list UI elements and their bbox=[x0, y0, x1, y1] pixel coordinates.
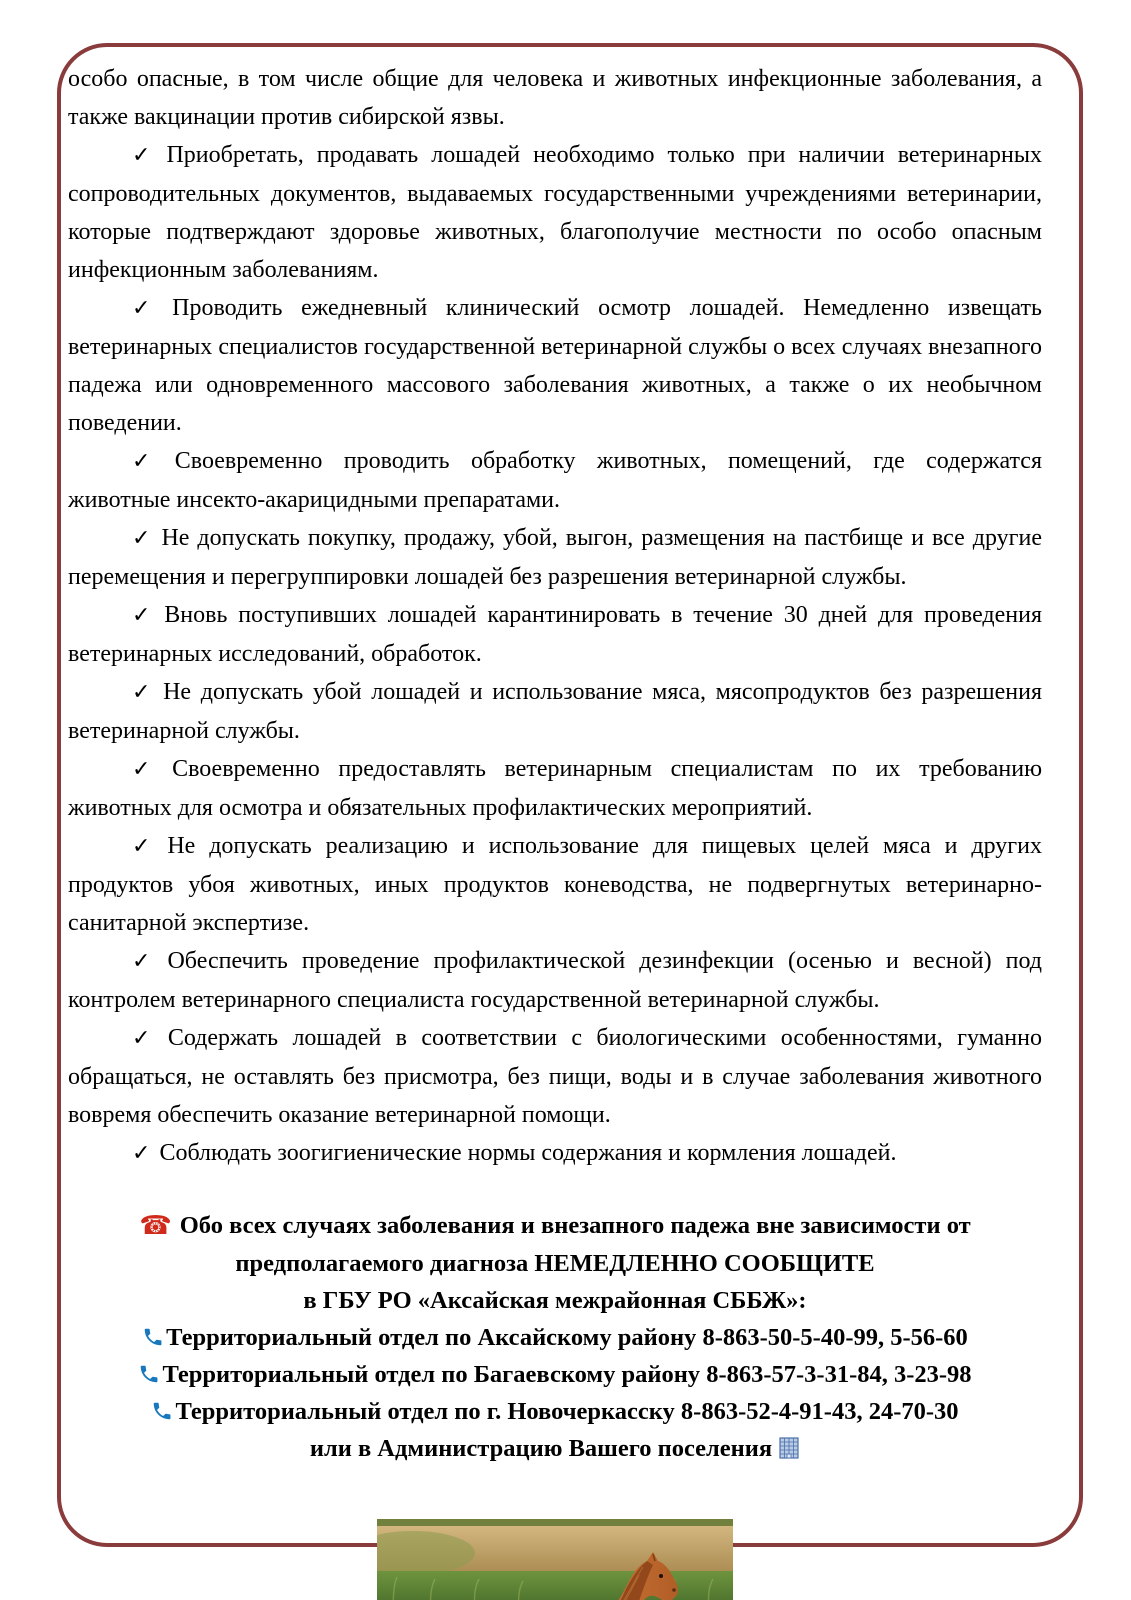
rule-item bbox=[68, 750, 1042, 827]
phone-line bbox=[68, 1319, 1042, 1356]
phone-label: Территориальный отдел по Багаевскому району bbox=[162, 1361, 701, 1388]
checkmark-icon: ✓ bbox=[132, 603, 156, 628]
phone-receiver-icon bbox=[151, 1400, 173, 1422]
page-content bbox=[68, 60, 1042, 1600]
phone-numbers: 8-863-52-4-91-43, 24-70-30 bbox=[680, 1398, 959, 1425]
rule-item bbox=[68, 673, 1042, 750]
rule-item bbox=[68, 942, 1042, 1019]
rule-item bbox=[68, 136, 1042, 289]
checkmark-icon: ✓ bbox=[132, 949, 159, 974]
checkmark-icon: ✓ bbox=[132, 757, 164, 782]
rule-text: Обеспечить проведение профилактической дезинфекции (осенью и весной) под контролем ветеринарного специалиста государственной ветеринарной службы. bbox=[68, 948, 1043, 1013]
contact-footer-line bbox=[68, 1430, 1042, 1467]
checkmark-icon: ✓ bbox=[132, 143, 158, 168]
building-icon bbox=[778, 1436, 800, 1460]
phone-receiver-icon bbox=[138, 1363, 160, 1385]
rule-text: Приобретать, продавать лошадей необходимо только при наличии ветеринарных сопроводительных документов, выдаваемых государственными учреждениями ветеринарии, которые подтверждают здоровье животных, благополучие местности по особо опасным инфекционным заболеваниям. bbox=[68, 142, 1043, 283]
rule-text: Вновь поступивших лошадей карантинировать в течение 30 дней для проведения ветеринарных исследований, обработок. bbox=[68, 602, 1042, 667]
rule-item bbox=[68, 827, 1042, 942]
rule-text: Не допускать реализацию и использование для пищевых целей мяса и других продуктов убоя животных, иных продуктов коневодства, не подвергнутых ветеринарно-санитарной экспертизе. bbox=[68, 833, 1042, 936]
rule-text: Своевременно предоставлять ветеринарным специалистам по их требованию животных для осмотра и обязательных профилактических мероприятий. bbox=[68, 756, 1042, 821]
rule-text: Проводить ежедневный клинический осмотр лошадей. Немедленно извещать ветеринарных специалистов государственной ветеринарной службы о всех случаях внезапного падежа или одновременного массового заболевания животных, а также о их необычном поведении. bbox=[68, 295, 1042, 436]
phone-line bbox=[68, 1356, 1042, 1393]
phone-line bbox=[68, 1393, 1042, 1430]
checkmark-icon: ✓ bbox=[132, 1026, 159, 1051]
phone-numbers: 8-863-50-5-40-99, 5-56-60 bbox=[702, 1324, 968, 1351]
checkmark-icon: ✓ bbox=[132, 1141, 151, 1166]
phone-label: Территориальный отдел по Аксайскому району bbox=[166, 1324, 697, 1351]
horse-photo bbox=[377, 1519, 733, 1600]
contact-footer-text: или в Администрацию Вашего поселения bbox=[309, 1435, 773, 1462]
rule-item bbox=[68, 596, 1042, 673]
checkmark-icon: ✓ bbox=[132, 449, 166, 474]
rule-text: Своевременно проводить обработку животных, помещений, где содержатся животные инсекто-акарицидными препаратами. bbox=[68, 448, 1042, 513]
contact-section bbox=[68, 1207, 1042, 1467]
rule-text: Не допускать убой лошадей и использование мяса, мясопродуктов без разрешения ветеринарной службы. bbox=[68, 679, 1042, 744]
checkmark-icon: ✓ bbox=[132, 834, 159, 859]
rules-section bbox=[68, 60, 1042, 1173]
phone-label: Территориальный отдел по г. Новочеркасску bbox=[175, 1398, 675, 1425]
rule-text: Не допускать покупку, продажу, убой, выгон, размещения на пастбище и все другие перемещения и перегруппировки лошадей без разрешения ветеринарной службы. bbox=[68, 525, 1042, 590]
contact-heading-line bbox=[68, 1207, 1042, 1245]
checkmark-icon: ✓ bbox=[132, 296, 164, 321]
phone-numbers: 8-863-57-3-31-84, 3-23-98 bbox=[706, 1361, 972, 1388]
contact-heading-line: предполагаемого диагноза НЕМЕДЛЕННО СООБЩИТЕ bbox=[235, 1250, 875, 1277]
rule-item bbox=[68, 519, 1042, 596]
checkmark-icon: ✓ bbox=[132, 680, 155, 705]
rule-item bbox=[68, 1019, 1042, 1134]
rule-item bbox=[68, 289, 1042, 442]
phone-receiver-icon bbox=[142, 1326, 164, 1348]
rule-item bbox=[68, 1134, 1042, 1173]
intro-paragraph: особо опасные, в том числе общие для человека и животных инфекционные заболевания, а также вакцинации против сибирской язвы. bbox=[68, 66, 1042, 130]
contact-heading-text: Обо всех случаях заболевания и внезапного падежа вне зависимости от bbox=[179, 1212, 971, 1239]
telephone-icon: ☎ bbox=[139, 1211, 172, 1241]
rule-text: Соблюдать зоогигиенические нормы содержания и кормления лошадей. bbox=[159, 1140, 897, 1166]
horse-photo-image bbox=[377, 1519, 733, 1600]
rule-item bbox=[68, 442, 1042, 519]
contact-heading-line: в ГБУ РО «Аксайская межрайонная СББЖ»: bbox=[303, 1287, 807, 1314]
checkmark-icon: ✓ bbox=[132, 526, 153, 551]
rule-text: Содержать лошадей в соответствии с биологическими особенностями, гуманно обращаться, не оставлять без присмотра, без пищи, воды и в случае заболевания животного вовремя обеспечить оказание ветеринарной помощи. bbox=[68, 1025, 1042, 1128]
